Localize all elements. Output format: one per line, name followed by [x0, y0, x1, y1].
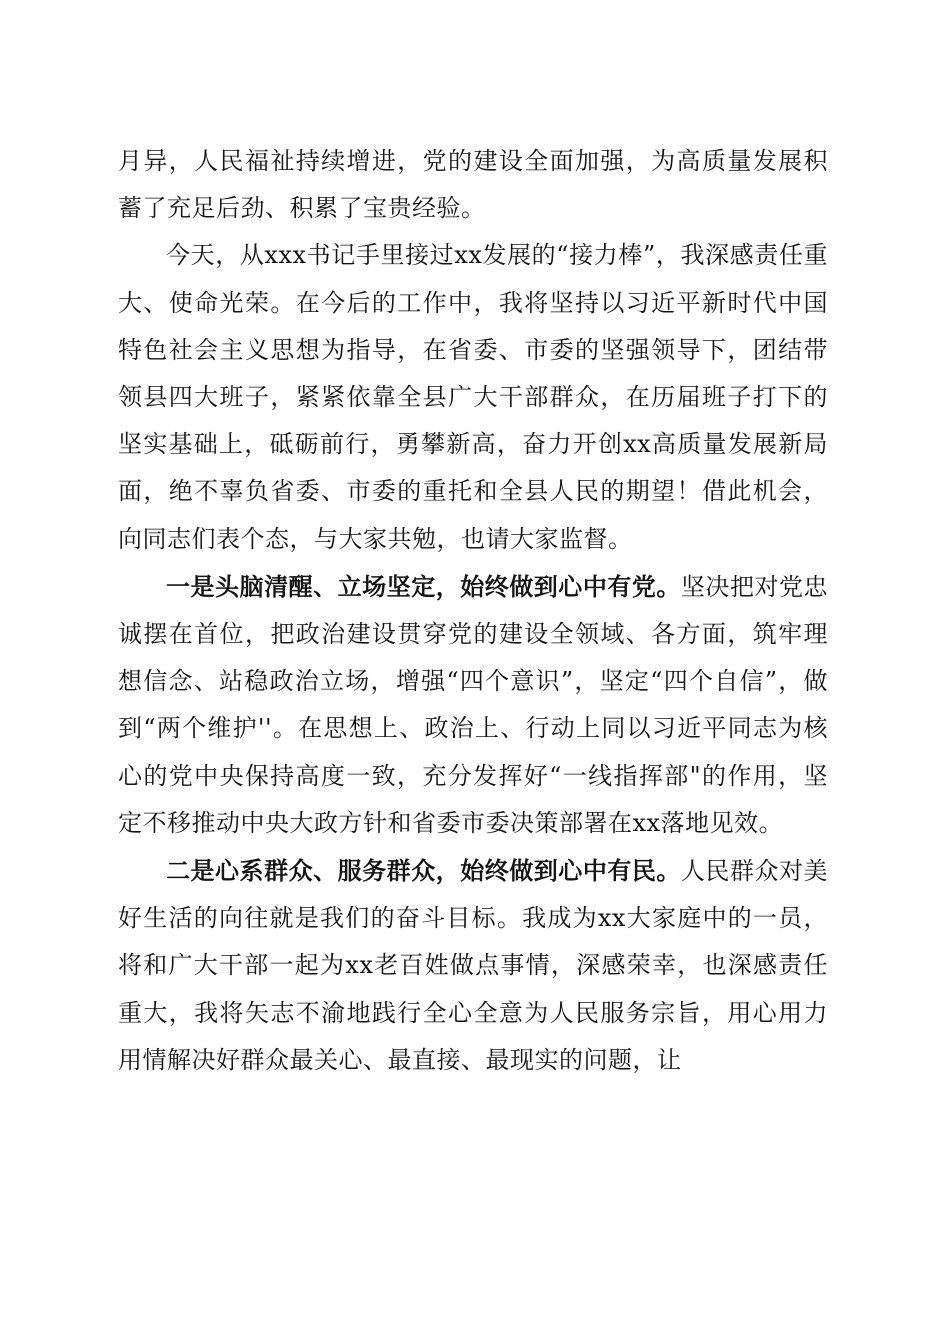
paragraph-3	[118, 563, 828, 847]
paragraph-4	[118, 847, 828, 1084]
paragraph-1	[118, 138, 828, 232]
paragraph-2-text: 今天，从xxx书记手里接过xx发展的“接力棒”，我深感责任重大、使命光荣。在今后的工作中，我将坚持以习近平新时代中国特色社会主义思想为指导，在省委、市委的坚强领导下，团结带领县四大班子，紧紧依靠全县广大干部群众，在历届班子打下的坚实基础上，砥砺前行，勇攀新高，奋力开创xx高质量发展新局面，绝不辜负省委、市委的重托和全县人民的期望！借此机会，向同志们表个态，与大家共勉，也请大家监督。	[118, 241, 828, 553]
paragraph-4-text: 人民群众对美好生活的向往就是我们的奋斗目标。我成为xx大家庭中的一员，将和广大干部一起为xx老百姓做点事情，深感荣幸，也深感责任重大，我将矢志不渝地践行全心全意为人民服务宗旨，用心用力用情解决好群众最关心、最直接、最现实的问题，让	[118, 857, 829, 1074]
paragraph-1-text: 月异，人民福祉持续增进，党的建设全面加强，为高质量发展积蓄了充足后劲、积累了宝贵经验。	[118, 147, 828, 223]
paragraph-3-heading: 一是头脑清醒、立场坚定，始终做到心中有党。	[166, 571, 681, 601]
document-body	[118, 138, 828, 1084]
paragraph-3-text: 坚决把对党忠诚摆在首位，把政治建设贯穿党的建设全领域、各方面，筑牢理想信念、站稳政治立场，增强“四个意识”，坚定“四个自信”，做到“两个维护''。在思想上、政治上、行动上同以习近平同志为核心的党中央保持高度一致，充分发挥好“一线指挥部"的作用，坚定不移推动中央大政方针和省委市委决策部署在xx落地见效。	[118, 572, 829, 837]
paragraph-2	[118, 232, 828, 562]
paragraph-4-heading: 二是心系群众、服务群众，始终做到心中有民。	[166, 856, 681, 886]
